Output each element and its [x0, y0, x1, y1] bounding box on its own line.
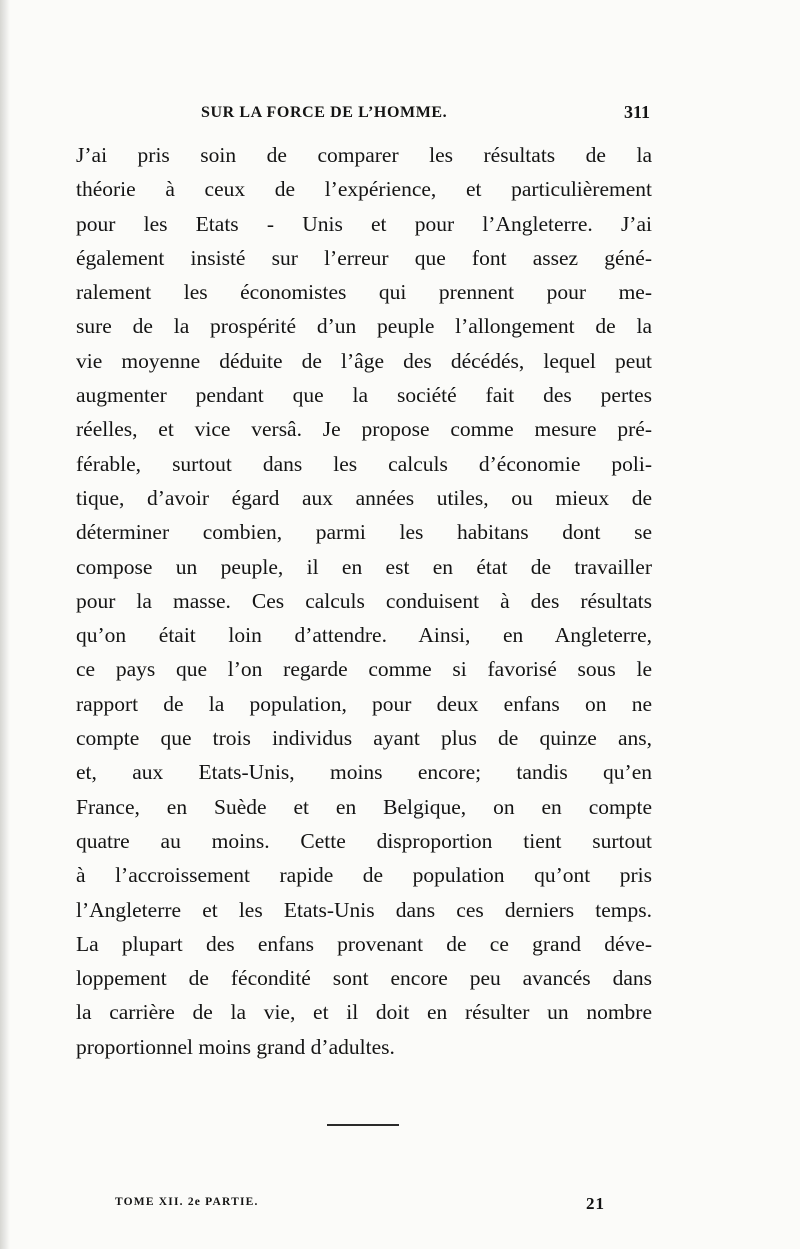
page-footer [115, 1194, 605, 1218]
volume-signature: TOME XII. 2e PARTIE. [115, 1196, 259, 1208]
text-line: J’ai pris soin de comparer les résultats de la [76, 143, 652, 167]
page-gutter-shadow [0, 0, 10, 1249]
text-line: pour la masse. Ces calculs conduisent à des résultats [76, 588, 652, 613]
text-line: pour les Etats - Unis et pour l’Angleterre. J’ai [76, 211, 652, 236]
text-line: et, aux Etats-Unis, moins encore; tandis qu’en [76, 760, 652, 785]
text-line: compose un peuple, il en est en état de travailler [76, 554, 652, 579]
text-line: ce pays que l’on regarde comme si favorisé sous le [76, 657, 652, 682]
text-line: l’Angleterre et les Etats-Unis dans ces derniers temps. [76, 897, 652, 922]
text-line: la carrière de la vie, et il doit en résulter un nombre [76, 1000, 652, 1025]
text-line: théorie à ceux de l’expérience, et particulièrement [76, 177, 652, 202]
text-line: compte que trois individus ayant plus de quinze ans, [76, 726, 652, 751]
body-text [76, 138, 652, 1064]
text-line: sure de la prospérité d’un peuple l’allongement de la [76, 314, 652, 339]
page-number: 311 [623, 102, 650, 122]
sheet-number: 21 [586, 1194, 605, 1213]
text-line: à l’accroissement rapide de population qu’ont pris [76, 863, 652, 888]
text-line: déterminer combien, parmi les habitans dont se [76, 520, 652, 545]
text-line: loppement de fécondité sont encore peu avancés dans [76, 966, 652, 991]
text-line: La plupart des enfans provenant de ce grand déve- [76, 931, 652, 956]
text-line: vie moyenne déduite de l’âge des décédés, lequel peut [76, 348, 652, 373]
text-line: quatre au moins. Cette disproportion tient surtout [76, 828, 652, 853]
text-line: proportionnel moins grand d’adultes. [76, 1034, 395, 1059]
text-line: férable, surtout dans les calculs d’économie poli- [76, 451, 652, 476]
running-head-title: SUR LA FORCE DE L’HOMME. [201, 104, 448, 121]
text-line: rapport de la population, pour deux enfans on ne [76, 691, 652, 716]
text-line: augmenter pendant que la société fait des pertes [76, 383, 652, 408]
separator-rule [327, 1124, 399, 1126]
text-line: réelles, et vice versâ. Je propose comme mesure pré- [76, 417, 652, 442]
running-head [76, 100, 652, 130]
text-line: qu’on était loin d’attendre. Ainsi, en Angleterre, [76, 623, 652, 648]
text-line: ralement les économistes qui prennent pour me- [76, 280, 652, 305]
text-line: également insisté sur l’erreur que font assez géné- [76, 245, 652, 270]
text-line: France, en Suède et en Belgique, on en compte [76, 794, 652, 819]
text-line: tique, d’avoir égard aux années utiles, ou mieux de [76, 485, 652, 510]
